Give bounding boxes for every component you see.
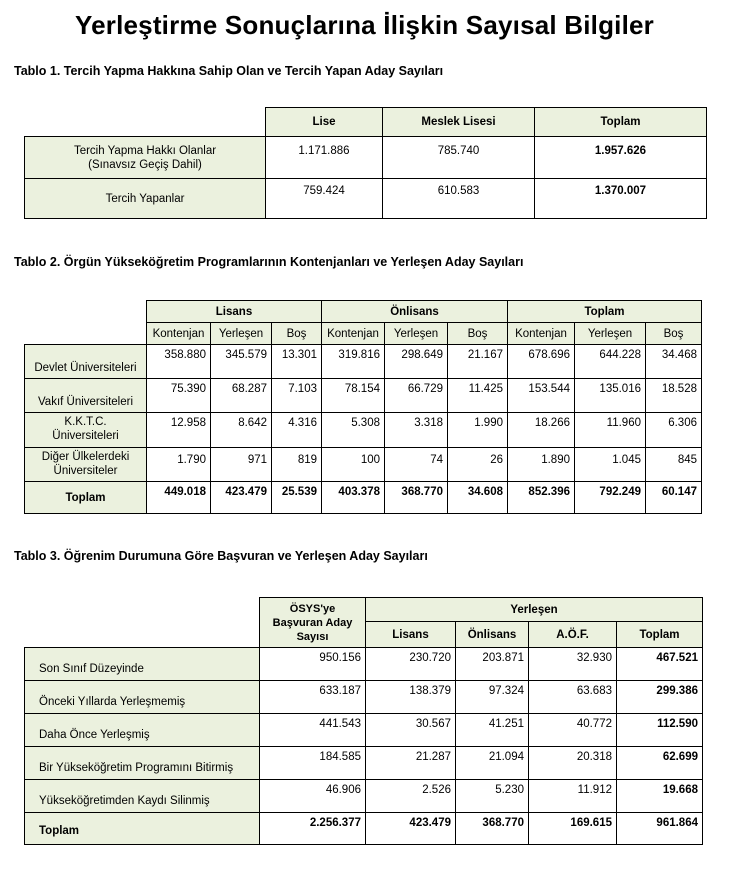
table-cell: 1.790 (147, 448, 211, 482)
table-row (25, 179, 707, 219)
table2-caption: Tablo 2. Örgün Yükseköğretim Programlarının Kontenjanları ve Yerleşen Aday Sayıları (14, 255, 524, 269)
table-cell: 11.425 (448, 379, 508, 413)
table-cell: 25.539 (272, 482, 322, 514)
row-label-line: K.K.T.C. (64, 416, 107, 428)
table-cell: 26 (448, 448, 508, 482)
table-cell: 12.958 (147, 413, 211, 448)
table-cell: 2.256.377 (260, 813, 366, 845)
table-total-row (25, 482, 702, 514)
table2-row-label (25, 345, 147, 379)
table-cell: 46.906 (260, 780, 366, 813)
row-label-line: Devlet Üniversiteleri (34, 362, 137, 374)
table-cell: 184.585 (260, 747, 366, 780)
table2-subheader: Yerleşen (385, 323, 448, 345)
table-cell: 1.990 (448, 413, 508, 448)
table-cell: 153.544 (508, 379, 575, 413)
table-cell: 21.287 (366, 747, 456, 780)
table-cell: 135.016 (575, 379, 646, 413)
table-cell: 32.930 (529, 648, 617, 681)
table-row (25, 345, 702, 379)
table-cell: 34.608 (448, 482, 508, 514)
table-cell: 644.228 (575, 345, 646, 379)
table2-subheader: Boş (646, 323, 702, 345)
table3-corner (25, 622, 260, 648)
table3-subheader: A.Ö.F. (529, 622, 617, 648)
table2-subheader: Boş (448, 323, 508, 345)
table-cell: 610.583 (383, 179, 535, 219)
table1 (24, 107, 707, 219)
table-cell: 6.306 (646, 413, 702, 448)
table-cell: 20.318 (529, 747, 617, 780)
table2-subheader: Boş (272, 323, 322, 345)
table-total-row (25, 813, 703, 845)
table-row (25, 648, 703, 681)
table2-subheader: Kontenjan (322, 323, 385, 345)
table-cell: 345.579 (211, 345, 272, 379)
table1-corner (25, 108, 266, 137)
table3-row-label: Daha Önce Yerleşmiş (25, 714, 260, 747)
table3-subheader: Önlisans (456, 622, 529, 648)
table-cell: 18.266 (508, 413, 575, 448)
table-cell: 5.308 (322, 413, 385, 448)
table-cell: 319.816 (322, 345, 385, 379)
row-label-line: Üniversiteler (53, 465, 118, 477)
table3-corner (25, 598, 260, 622)
table3-subheader: Toplam (617, 622, 703, 648)
table3-caption: Tablo 3. Öğrenim Durumuna Göre Başvuran ve Yerleşen Aday Sayıları (14, 549, 428, 563)
table-cell: 1.171.886 (266, 137, 383, 179)
table-cell: 74 (385, 448, 448, 482)
table-cell: 41.251 (456, 714, 529, 747)
table2-total-label: Toplam (25, 482, 147, 514)
table-cell: 467.521 (617, 648, 703, 681)
row-label-line: Tercih Yapma Hakkı Olanlar (73, 144, 217, 157)
table-row (25, 714, 703, 747)
table-cell: 633.187 (260, 681, 366, 714)
table-cell: 30.567 (366, 714, 456, 747)
table-row (25, 448, 702, 482)
table-cell: 678.696 (508, 345, 575, 379)
table2-subheader: Yerleşen (575, 323, 646, 345)
table-cell: 1.890 (508, 448, 575, 482)
table-row (25, 681, 703, 714)
table-cell: 449.018 (147, 482, 211, 514)
table-cell: 75.390 (147, 379, 211, 413)
table-cell: 34.468 (646, 345, 702, 379)
table-cell: 950.156 (260, 648, 366, 681)
table-cell: 299.386 (617, 681, 703, 714)
table-cell: 1.370.007 (535, 179, 707, 219)
table1-row-label (25, 179, 266, 219)
table-cell: 13.301 (272, 345, 322, 379)
table2-row-label (25, 413, 147, 448)
table1-caption: Tablo 1. Tercih Yapma Hakkına Sahip Olan ve Tercih Yapan Aday Sayıları (14, 64, 444, 78)
table-row (25, 780, 703, 813)
table2-group-header: Önlisans (322, 301, 508, 323)
header-line: Sayısı (296, 630, 329, 643)
table-cell: 21.167 (448, 345, 508, 379)
table-cell: 819 (272, 448, 322, 482)
table-cell: 60.147 (646, 482, 702, 514)
table-cell: 971 (211, 448, 272, 482)
table3-group-header-row (25, 598, 703, 622)
table2-corner (25, 323, 147, 345)
table-cell: 100 (322, 448, 385, 482)
table-cell: 1.045 (575, 448, 646, 482)
table-cell: 368.770 (385, 482, 448, 514)
table-cell: 138.379 (366, 681, 456, 714)
table2 (24, 300, 702, 514)
table2-group-header: Toplam (508, 301, 702, 323)
row-label-line: Vakıf Üniversiteleri (37, 396, 133, 408)
table-cell: 1.957.626 (535, 137, 707, 179)
table-cell: 2.526 (366, 780, 456, 813)
table3-row-label: Bir Yükseköğretim Programını Bitirmiş (25, 747, 260, 780)
table-cell: 845 (646, 448, 702, 482)
table3-row-label: Yükseköğretimden Kaydı Silinmiş (25, 780, 260, 813)
table-cell: 423.479 (366, 813, 456, 845)
table3-row-label: Son Sınıf Düzeyinde (25, 648, 260, 681)
table-cell: 78.154 (322, 379, 385, 413)
table2-corner (25, 301, 147, 323)
table-cell: 230.720 (366, 648, 456, 681)
table-cell: 4.316 (272, 413, 322, 448)
table-cell: 63.683 (529, 681, 617, 714)
table-cell: 423.479 (211, 482, 272, 514)
table2-subheader: Kontenjan (508, 323, 575, 345)
row-label-line: Diğer Ülkelerdeki (41, 451, 130, 463)
row-label-line: Üniversiteleri (52, 430, 119, 442)
table-cell: 203.871 (456, 648, 529, 681)
table3-osys-header (260, 598, 366, 648)
table-cell: 759.424 (266, 179, 383, 219)
table1-col-header: Toplam (535, 108, 707, 137)
table2-subheader-row (25, 323, 702, 345)
table-cell: 19.668 (617, 780, 703, 813)
table2-subheader: Yerleşen (211, 323, 272, 345)
table-row (25, 413, 702, 448)
table3-group-header: Yerleşen (366, 598, 703, 622)
table-cell: 792.249 (575, 482, 646, 514)
table1-col-header: Meslek Lisesi (383, 108, 535, 137)
table3-total-label: Toplam (25, 813, 260, 845)
table-cell: 7.103 (272, 379, 322, 413)
table-cell: 358.880 (147, 345, 211, 379)
table2-subheader: Kontenjan (147, 323, 211, 345)
table-row (25, 379, 702, 413)
table-row (25, 137, 707, 179)
table-cell: 368.770 (456, 813, 529, 845)
header-line: Başvuran Aday (272, 616, 353, 629)
table3 (24, 597, 703, 845)
table-cell: 8.642 (211, 413, 272, 448)
table2-group-header-row (25, 301, 702, 323)
table-cell: 852.396 (508, 482, 575, 514)
table-cell: 5.230 (456, 780, 529, 813)
table-cell: 3.318 (385, 413, 448, 448)
table-cell: 40.772 (529, 714, 617, 747)
table-row (25, 747, 703, 780)
table-cell: 68.287 (211, 379, 272, 413)
table3-subheader: Lisans (366, 622, 456, 648)
table1-row-label (25, 137, 266, 179)
row-label-line: (Sınavsız Geçiş Dahil) (88, 158, 202, 171)
table2-row-label (25, 448, 147, 482)
table-cell: 18.528 (646, 379, 702, 413)
table-cell: 403.378 (322, 482, 385, 514)
table-cell: 298.649 (385, 345, 448, 379)
table-cell: 97.324 (456, 681, 529, 714)
table-cell: 11.912 (529, 780, 617, 813)
page-title: Yerleştirme Sonuçlarına İlişkin Sayısal Bilgiler (75, 10, 654, 40)
table-cell: 961.864 (617, 813, 703, 845)
table2-row-label (25, 379, 147, 413)
table-cell: 441.543 (260, 714, 366, 747)
table-cell: 11.960 (575, 413, 646, 448)
row-label-line: Tercih Yapanlar (105, 192, 185, 205)
table-cell: 112.590 (617, 714, 703, 747)
table1-col-header: Lise (266, 108, 383, 137)
table-cell: 169.615 (529, 813, 617, 845)
table2-group-header: Lisans (147, 301, 322, 323)
table-cell: 21.094 (456, 747, 529, 780)
table-cell: 785.740 (383, 137, 535, 179)
table-cell: 66.729 (385, 379, 448, 413)
table-cell: 62.699 (617, 747, 703, 780)
table1-header-row (25, 108, 707, 137)
table3-row-label: Önceki Yıllarda Yerleşmemiş (25, 681, 260, 714)
header-line: ÖSYS'ye (289, 602, 336, 615)
